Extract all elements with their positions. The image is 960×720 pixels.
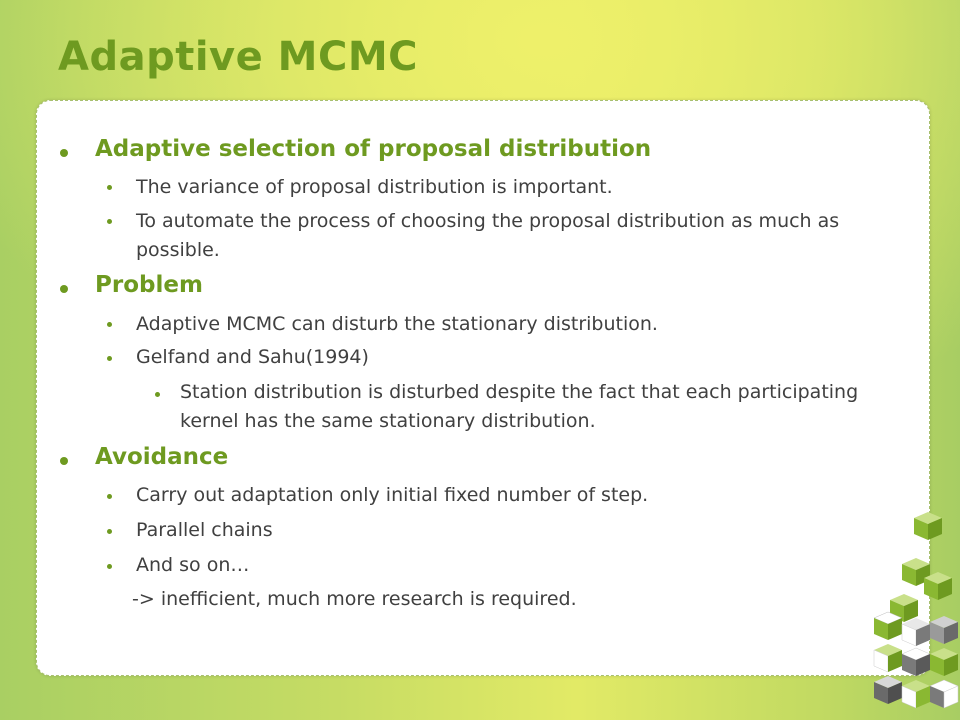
cube-icon xyxy=(914,512,942,540)
bullet-dot xyxy=(60,285,68,293)
section-heading-avoidance: Avoidance xyxy=(95,444,229,470)
sub-bullet-dot xyxy=(107,356,112,361)
cube-icon xyxy=(930,680,958,708)
list-item: Adaptive MCMC can disturb the stationary distribution. xyxy=(136,313,658,335)
list-item: And so on… xyxy=(136,554,250,576)
cube-icon xyxy=(930,648,958,676)
cube-icon xyxy=(902,618,930,646)
cube-icon xyxy=(874,612,902,640)
list-item: Parallel chains xyxy=(136,519,273,541)
sub-bullet-dot xyxy=(107,185,112,190)
section-heading-adaptive-selection: Adaptive selection of proposal distribution xyxy=(95,136,652,162)
list-item-nested: Station distribution is disturbed despite the fact that each participating kernel has the same stationary distribution. xyxy=(180,381,859,432)
slide-title: Adaptive MCMC xyxy=(58,34,418,80)
cube-icon xyxy=(874,676,902,704)
list-item: The variance of proposal distribution is important. xyxy=(136,176,613,198)
cube-icon xyxy=(902,680,930,708)
list-item: Carry out adaptation only initial fixed number of step. xyxy=(136,484,649,506)
sub-bullet-dot xyxy=(107,529,112,534)
sub-bullet-dot xyxy=(107,322,112,327)
cube-stack-decoration xyxy=(870,510,960,720)
conclusion-note: -> inefficient, much more research is required. xyxy=(132,588,577,610)
bullet-dot xyxy=(60,457,68,465)
cube-icon xyxy=(924,572,952,600)
section-heading-problem: Problem xyxy=(95,272,203,298)
sub-bullet-dot xyxy=(107,219,112,224)
bullet-dot xyxy=(60,149,68,157)
list-item: To automate the process of choosing the proposal distribution as much as possible. xyxy=(136,210,840,261)
sub-bullet-dot xyxy=(107,564,112,569)
cube-icon xyxy=(930,616,958,644)
list-item: Gelfand and Sahu(1994) xyxy=(136,346,369,368)
cube-icon xyxy=(874,644,902,672)
sub-sub-bullet-dot xyxy=(155,392,160,397)
sub-bullet-dot xyxy=(107,494,112,499)
cube-icon xyxy=(902,648,930,676)
